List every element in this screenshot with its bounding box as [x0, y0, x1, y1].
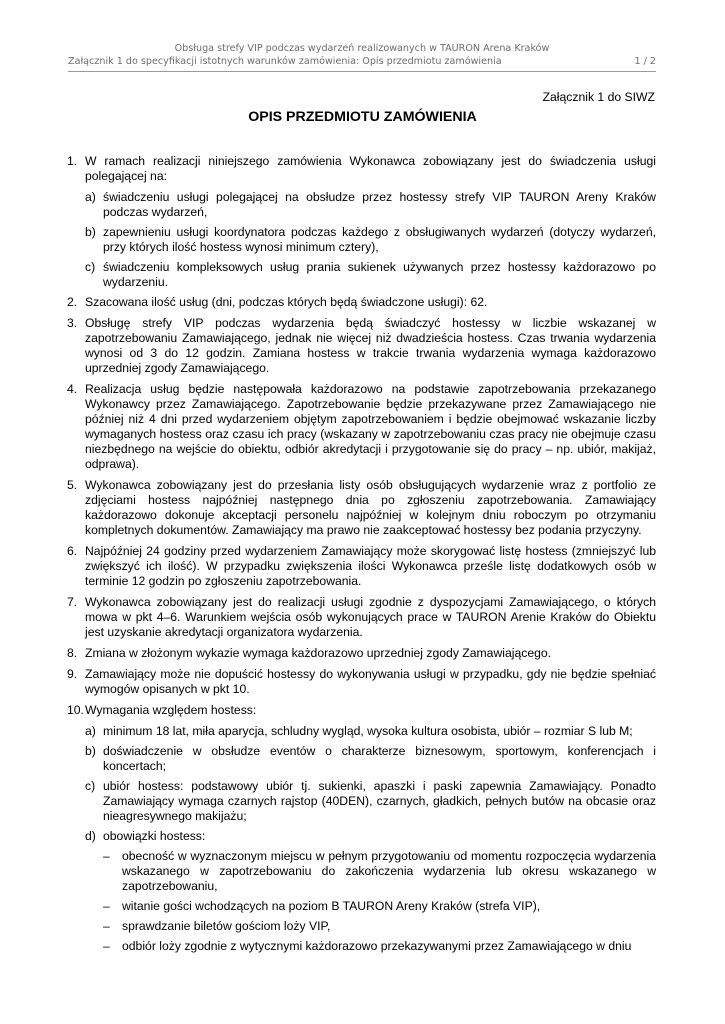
- duty-text: obecność w wyznaczonym miejscu w pełnym przygotowaniu od momentu rozpoczęcia wydarzenia wskazanego w zapotrzebowaniu do zakończenia wydarzenia lub okresu wskazanego w zapotrzebowaniu,: [122, 849, 656, 893]
- item-text: Zamawiający może nie dopuścić hostessy do wykonywania usługi w przypadku, gdy nie będzie spełniać wymogów opisanych w pkt 10.: [85, 667, 656, 696]
- duty-item: [67, 849, 656, 894]
- sublist-item: [67, 190, 656, 220]
- header-divider: [68, 71, 656, 72]
- item-text: Wykonawca zobowiązany jest do przesłania listy osób obsługujących wydarzenie wraz z portfolio ze zdjęciami hostess najpóźniej następnego dnia po zgłoszeniu zapotrzebowania. Zamawiający każdorazowo dokonuje akceptacji personelu najpóźniej w kolejnym dniu roboczym po otrzymaniu kompletnych dokumentów. Zamawiający ma prawo nie zaakceptować hostessy bez podania przyczyny.: [85, 478, 656, 537]
- sub-text: świadczeniu kompleksowych usług prania sukienek używanych przez hostessy każdorazowo po wydarzeniu.: [103, 260, 656, 289]
- list-item-7: [67, 595, 656, 640]
- sublist-item: [67, 829, 656, 844]
- item-text: Zmiana w złożonym wykazie wymaga każdorazowo uprzedniej zgody Zamawiającego.: [85, 646, 552, 660]
- item-text: Wymagania względem hostess:: [85, 703, 257, 717]
- item-text: Obsługę strefy VIP podczas wydarzenia będą świadczyć hostessy w liczbie wskazanej w zapotrzebowaniu Zamawiającego, jednak nie więcej niż dwadzieścia hostess. Czas trwania wydarzenia wynosi od 3 do 12 godzin. Zamiana hostess w trakcie trwania wydarzenia wymaga każdorazowo uprzedniej zgody Zamawiającego.: [85, 316, 656, 375]
- duty-item: [67, 919, 656, 934]
- sublist-item: [67, 744, 656, 774]
- dash-bullet: –: [103, 919, 110, 933]
- sub-letter: c): [85, 260, 96, 274]
- sub-text: świadczeniu usługi polegającej na obsłudze przez hostessy strefy VIP TAURON Areny Kraków podczas wydarzeń,: [103, 190, 656, 219]
- item-number: 10.: [67, 703, 84, 717]
- item-number: 1.: [67, 154, 78, 168]
- list-item-3: [67, 316, 656, 376]
- page-number: 1 / 2: [634, 56, 656, 67]
- sublist-item: [67, 724, 656, 739]
- sub-text: minimum 18 lat, miła aparycja, schludny wygląd, wysoka kultura osobista, ubiór – rozmiar S lub M;: [103, 724, 633, 738]
- list-item-9: [67, 667, 656, 697]
- dash-bullet: –: [103, 849, 110, 863]
- sub-letter: c): [85, 779, 96, 793]
- list-item-1: [67, 154, 656, 184]
- list-item-5: [67, 478, 656, 538]
- sub-letter: d): [85, 829, 96, 843]
- list-item-2: [67, 295, 656, 310]
- sub-text: ubiór hostess: podstawowy ubiór tj. sukienki, apaszki i paski zapewnia Zamawiający. Ponadto Zamawiający wymaga czarnych rajstop (40DEN), czarnych, gładkich, pełnych butów na obcasie oraz nieagresywnego makijażu;: [103, 779, 656, 823]
- item-text: Najpóźniej 24 godziny przed wydarzeniem Zamawiający może skorygować listę hostess (zmniejszyć lub zwiększyć ich ilość). W przypadku zwiększenia ilości Wykonawca prześle listę dodatkowych osób w terminie 12 godzin po zgłoszeniu zapotrzebowania.: [85, 544, 656, 588]
- item-text: Realizacja usług będzie następowała każdorazowo na podstawie zapotrzebowania przekazanego Wykonawcy przez Zamawiającego. Zapotrzebowanie będzie przekazywane przez Zamawiającego nie później niż 4 dni przed wydarzeniem objętym zapotrzebowaniem i będzie obejmować wskazanie liczby wymaganych hostess oraz czasu ich pracy (wskazany w zapotrzebowaniu czas pracy nie obejmuje czasu niezbędnego na wejście do obiektu, odbiór akredytacji i przygotowanie się do pracy – np. ubiór, makijaż, odprawa).: [85, 382, 656, 471]
- duty-text: sprawdzanie biletów gościom loży VIP,: [122, 919, 331, 933]
- sub-letter: a): [85, 724, 96, 738]
- duty-text: odbiór loży zgodnie z wytycznymi każdorazowo przekazywanymi przez Zamawiającego w dniu: [122, 939, 632, 953]
- running-header-title: Obsługa strefy VIP podczas wydarzeń realizowanych w TAURON Arena Kraków: [174, 43, 550, 54]
- item-number: 3.: [67, 316, 78, 330]
- sublist-item: [67, 225, 656, 255]
- page-title: OPIS PRZEDMIOTU ZAMÓWIENIA: [248, 109, 477, 125]
- item-number: 5.: [67, 478, 78, 492]
- sub-letter: b): [85, 744, 96, 758]
- running-header-subtitle: Załącznik 1 do specyfikacji istotnych warunków zamówienia: Opis przedmiotu zamówienia: [68, 56, 502, 67]
- item-text: Szacowana ilość usług (dni, podczas których będą świadczone usługi): 62.: [85, 295, 488, 309]
- dash-bullet: –: [103, 899, 110, 913]
- list-item-10: [67, 703, 656, 718]
- sub-letter: a): [85, 190, 96, 204]
- item-number: 6.: [67, 544, 78, 558]
- annex-label: Załącznik 1 do SIWZ: [542, 90, 655, 104]
- sub-text: obowiązki hostess:: [103, 829, 206, 843]
- sublist-item: [67, 260, 656, 290]
- running-header-subtitle-row: [68, 56, 656, 67]
- list-item-4: [67, 382, 656, 472]
- duty-text: witanie gości wchodzących na poziom B TAURON Areny Kraków (strefa VIP),: [122, 899, 541, 913]
- item-number: 9.: [67, 667, 78, 681]
- duty-item: [67, 899, 656, 914]
- sub-letter: b): [85, 225, 96, 239]
- list-item-8: [67, 646, 656, 661]
- item-text: Wykonawca zobowiązany jest do realizacji usługi zgodnie z dyspozycjami Zamawiającego, o których mowa w pkt 4–6. Warunkiem wejścia osób wykonujących prace w TAURON Arenie Kraków do Obiektu jest uzyskanie akredytacji organizatora wydarzenia.: [85, 595, 656, 639]
- list-item-6: [67, 544, 656, 589]
- item-number: 4.: [67, 382, 78, 396]
- dash-bullet: –: [103, 939, 110, 953]
- item-number: 8.: [67, 646, 78, 660]
- item-number: 2.: [67, 295, 78, 309]
- duty-item: [67, 939, 656, 954]
- sublist-item: [67, 779, 656, 824]
- item-text: W ramach realizacji niniejszego zamówienia Wykonawca zobowiązany jest do świadczenia usługi polegającej na:: [85, 154, 656, 183]
- sub-text: doświadczenie w obsłudze eventów o charakterze biznesowym, sportowym, konferencjach i koncertach;: [103, 744, 656, 773]
- sub-text: zapewnieniu usługi koordynatora podczas każdego z obsługiwanych wydarzeń (dotyczy wydarzeń, przy których ilość hostess wynosi minimum cztery),: [103, 225, 656, 254]
- item-number: 7.: [67, 595, 78, 609]
- document-body: [67, 154, 656, 959]
